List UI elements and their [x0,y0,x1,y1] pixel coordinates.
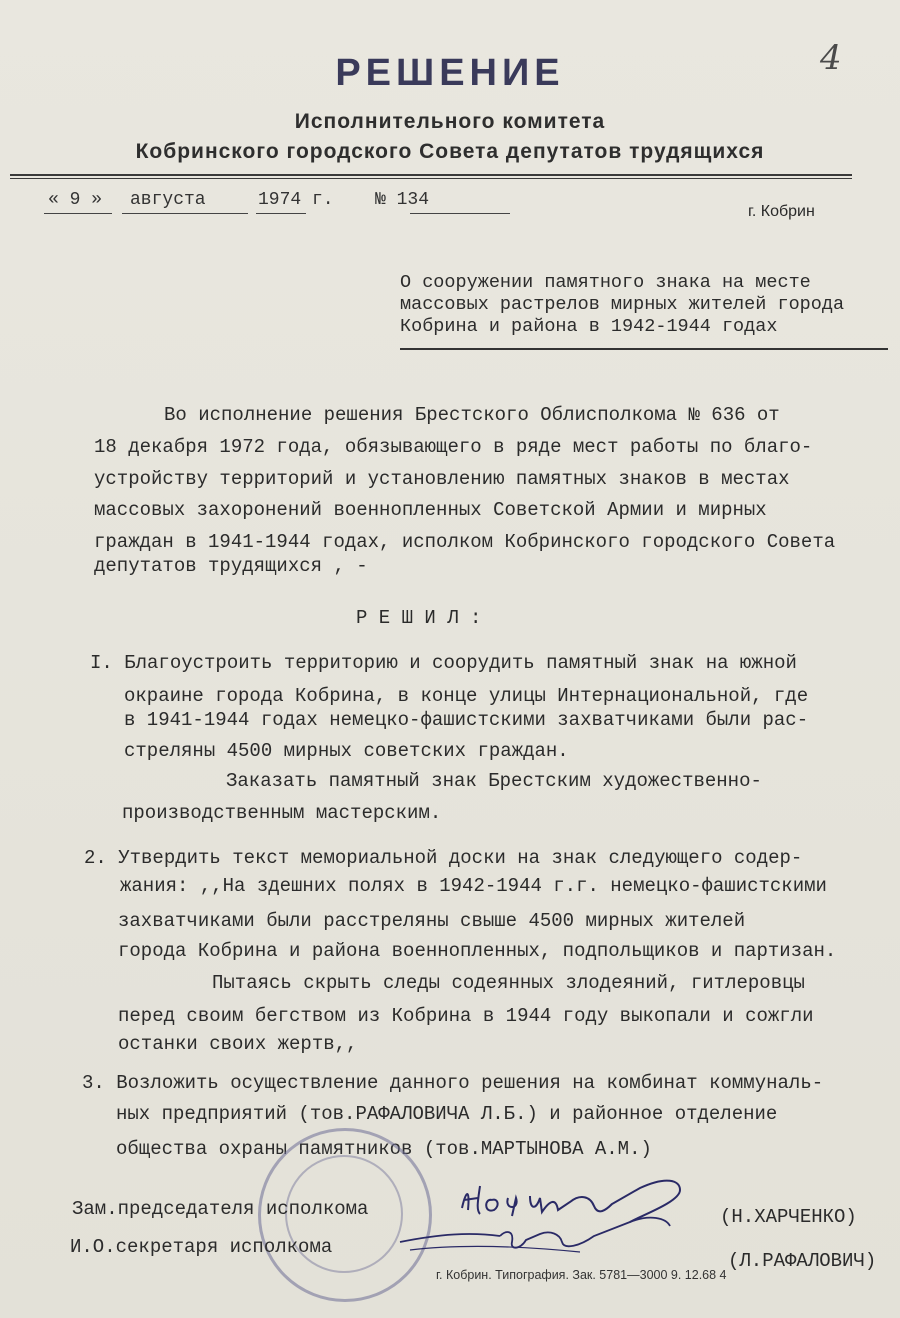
subject-block [400,272,890,338]
item-2-line: Пытаясь скрыть следы содеянных злодеяний, гитлеровцы [212,972,805,994]
date-day-underline [44,213,112,214]
date-day: « 9 » [48,190,103,210]
item-2-line: захватчиками были расстреляны свыше 4500 мирных жителей [118,910,746,932]
item-3-line: 3. Возложить осуществление данного решения на комбинат коммуналь- [82,1072,824,1094]
subject-line: массовых растрелов мирных жителей города [400,294,845,315]
document-number-underline [410,213,510,214]
item-2-line: жания: ,,На здешних полях в 1942-1944 г.г. немецко-фашистскими [120,875,827,897]
header-rule-top [10,174,852,176]
date-month: августа [130,190,206,210]
intro-line: Во исполнение решения Брестского Облисполкома № 636 от [164,404,780,426]
page-number: 4 [820,38,842,78]
handwritten-signatures [380,1170,700,1280]
date-month-underline [122,213,248,214]
intro-line: 18 декабря 1972 года, обязывающего в ряде мест работы по благо- [94,436,813,458]
city-label: г. Кобрин [748,203,815,220]
item-3-line: ных предприятий (тов.РАФАЛОВИЧА Л.Б.) и районное отделение [116,1103,778,1125]
intro-line: массовых захоронений военнопленных Советской Армии и мирных [94,499,767,521]
intro-line: депутатов трудящихся , - [94,555,368,577]
document-number: № 134 [375,190,430,210]
item-1-line: I. Благоустроить территорию и соорудить памятный знак на южной [90,652,797,674]
signatory-2-role: И.О.секретаря исполкома [70,1236,333,1258]
document-title: РЕШЕНИЕ [335,52,565,94]
print-footer: г. Кобрин. Типография. Зак. 5781—3000 9. 12.68 4 [436,1268,727,1282]
intro-line: устройству территорий и установлению памятных знаков в местах [94,468,790,490]
intro-line: граждан в 1941-1944 годах, исполком Кобринского городского Совета [94,531,836,553]
issuer-line-1: Исполнительного комитета [294,110,606,133]
item-3-line: общества охраны памятников (тов.МАРТЫНОВА А.М.) [116,1138,652,1160]
signatory-2-name: (Л.РАФАЛОВИЧ) [728,1250,877,1272]
issuer-line-2: Кобринского городского Совета депутатов трудящихся [135,140,765,163]
item-1-line: в 1941-1944 годах немецко-фашистскими захватчиками были рас- [124,709,809,731]
item-1-line: производственным мастерским. [122,802,442,824]
subject-underline [400,348,888,350]
decided-heading: Р Е Ш И Л : [356,607,482,629]
item-1-line: Заказать памятный знак Брестским художественно- [226,770,762,792]
subject-line: О сооружении памятного знака на месте [400,272,811,293]
date-year: 1974 г. [258,190,334,210]
signatory-1-role: Зам.председателя исполкома [72,1198,369,1220]
signatory-1-name: (Н.ХАРЧЕНКО) [720,1206,857,1228]
header-rule-bottom [10,178,852,179]
item-2-line: перед своим бегством из Кобрина в 1944 году выкопали и сожгли [118,1005,814,1027]
item-1-line: стреляны 4500 мирных советских граждан. [124,740,569,762]
item-2-line: 2. Утвердить текст мемориальной доски на знак следующего содер- [84,847,803,869]
item-1-line: окраине города Кобрина, в конце улицы Интернациональной, где [124,685,809,707]
subject-line: Кобрина и района в 1942-1944 годах [400,316,778,337]
item-2-line: города Кобрина и района военнопленных, подпольщиков и партизан. [118,940,837,962]
date-year-underline [256,213,306,214]
item-2-line: останки своих жертв,, [118,1033,358,1055]
